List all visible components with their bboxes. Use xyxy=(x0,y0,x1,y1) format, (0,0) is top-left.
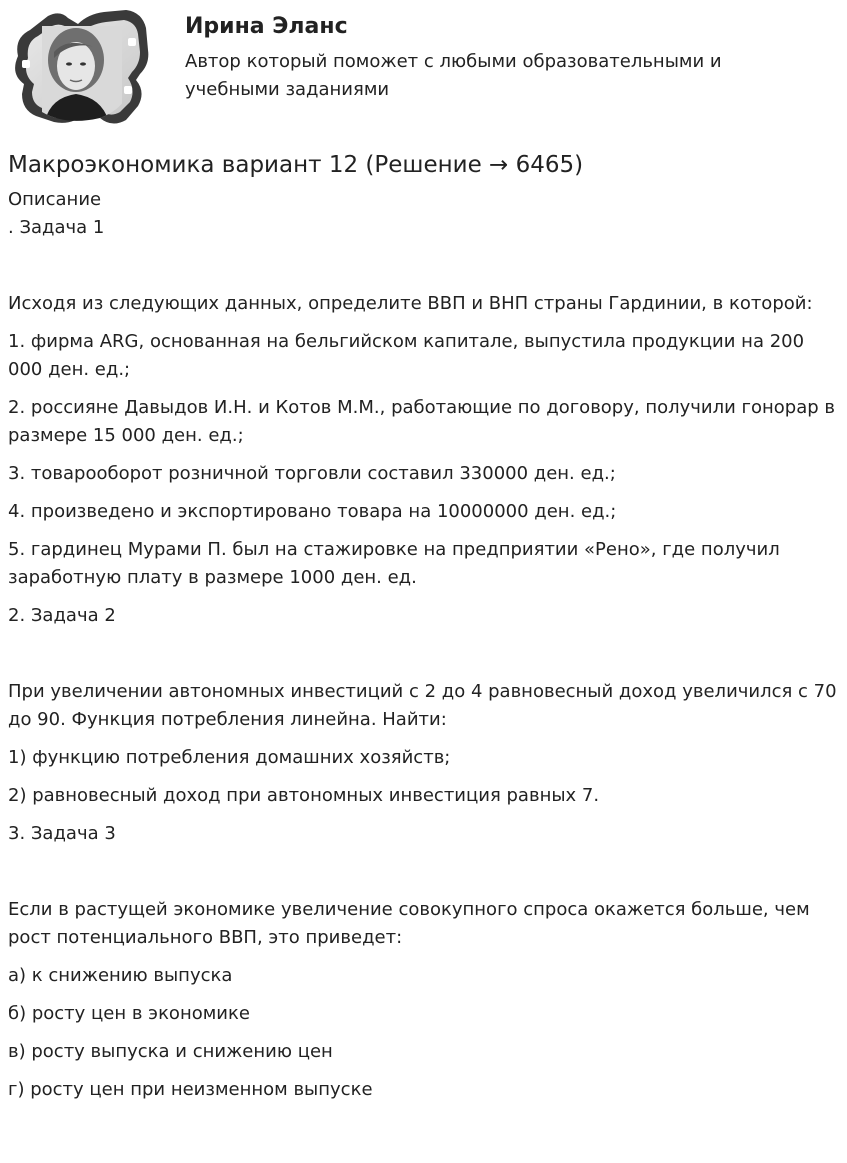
task-item: г) росту цен при неизменном выпуске xyxy=(8,1079,373,1100)
task-heading: 2. Задача 2 xyxy=(8,605,116,626)
author-header xyxy=(8,8,839,128)
author-info xyxy=(185,12,805,104)
task-item: 1. фирма ARG, основанная на бельгийском капитале, выпустила продукции на 200 000 ден. ед.; xyxy=(8,331,805,380)
task-intro: Исходя из следующих данных, определите ВВП и ВНП страны Гардинии, в которой: xyxy=(8,293,813,314)
task-item: 4. произведено и экспортировано товара на 10000000 ден. ед.; xyxy=(8,501,617,522)
author-name: Ирина Эланс xyxy=(185,14,348,39)
task-intro: При увеличении автономных инвестиций с 2 до 4 равновесный доход увеличился с 70 до 90. Функция потребления линейна. Найти: xyxy=(8,681,837,730)
task-heading: . Задача 1 xyxy=(8,217,105,238)
task-item: 5. гардинец Мурами П. был на стажировке на предприятии «Рено», где получил заработную плату в размере 1000 ден. ед. xyxy=(8,539,780,588)
author-description: Автор который поможет с любыми образовательными и учебными заданиями xyxy=(185,51,722,100)
description-label: Описание xyxy=(8,189,102,210)
task-item: б) росту цен в экономике xyxy=(8,1003,250,1024)
task-heading: 3. Задача 3 xyxy=(8,823,116,844)
task-item: 2. россияне Давыдов И.Н. и Котов М.М., работающие по договору, получили гонорар в размере 15 000 ден. ед.; xyxy=(8,397,835,446)
task-item: а) к снижению выпуска xyxy=(8,965,233,986)
task-item: 1) функцию потребления домашних хозяйств; xyxy=(8,747,451,768)
author-avatar xyxy=(8,8,150,126)
task-item: 2) равновесный доход при автономных инвестиция равных 7. xyxy=(8,785,600,806)
page-title: Макроэкономика вариант 12 (Решение → 6465) xyxy=(8,152,584,178)
document-content xyxy=(8,186,839,1104)
task-item: 3. товарооборот розничной торговли составил 330000 ден. ед.; xyxy=(8,463,616,484)
task-intro: Если в растущей экономике увеличение совокупного спроса окажется больше, чем рост потенциального ВВП, это приведет: xyxy=(8,899,810,948)
task-item: в) росту выпуска и снижению цен xyxy=(8,1041,333,1062)
